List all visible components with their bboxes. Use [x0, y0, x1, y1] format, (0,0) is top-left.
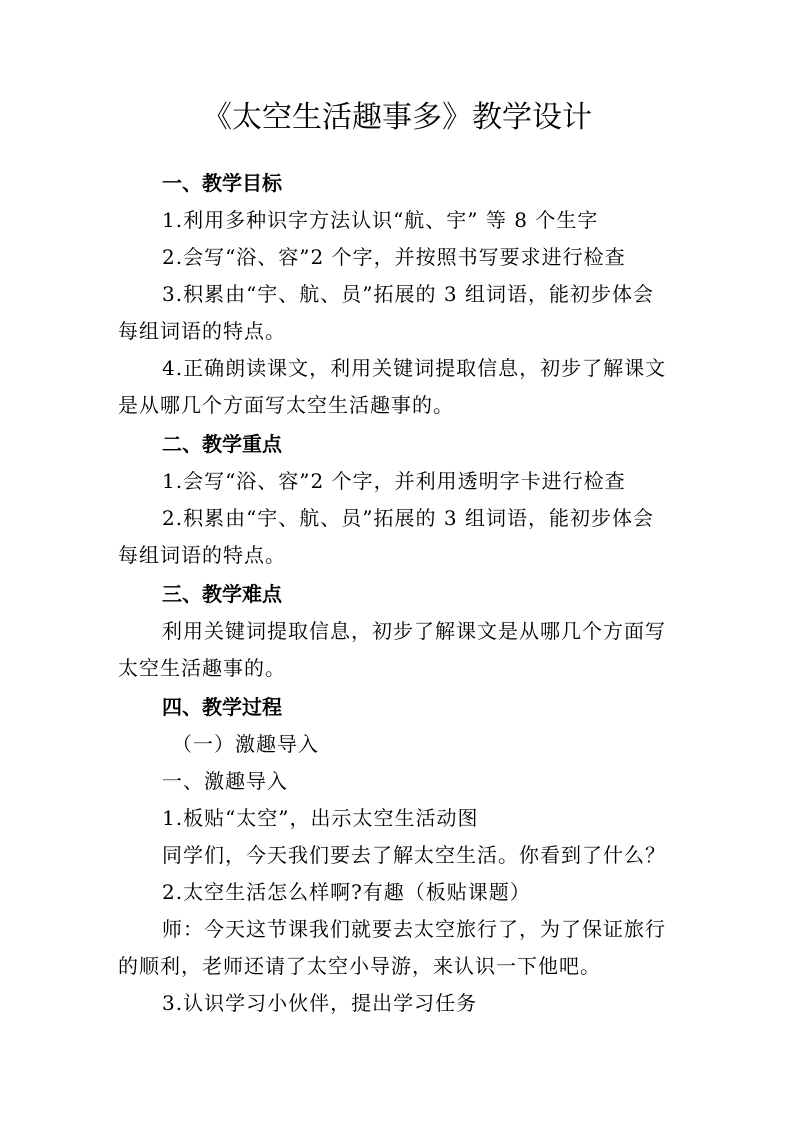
goals-line-3: 3.积累由“宇、航、员”拓展的 3 组词语，能初步体会 — [162, 282, 654, 306]
key-points-line-1: 1.会写“浴、容”2 个字，并利用透明字卡进行检查 — [162, 469, 626, 493]
section-heading-difficulties: 三、教学难点 — [162, 582, 282, 606]
difficulties-line-2: 太空生活趣事的。 — [118, 656, 286, 680]
process-line-2: 一、激趣导入 — [162, 769, 288, 793]
section-heading-key-points: 二、教学重点 — [162, 432, 282, 456]
process-line-1: （一）激趣导入 — [172, 732, 319, 756]
key-points-line-2: 2.积累由“宇、航、员”拓展的 3 组词语，能初步体会 — [162, 506, 654, 530]
goals-line-5: 4.正确朗读课文，利用关键词提取信息，初步了解课文 — [162, 356, 667, 380]
key-points-line-3: 每组词语的特点。 — [118, 543, 286, 567]
process-line-3: 1.板贴“太空”，出示太空生活动图 — [162, 806, 479, 830]
process-line-7: 的顺利，老师还请了太空小导游，来认识一下他吧。 — [118, 954, 601, 978]
goals-line-4: 每组词语的特点。 — [118, 319, 286, 343]
process-line-5: 2.太空生活怎么样啊?有趣（板贴课题） — [162, 880, 531, 904]
section-heading-process: 四、教学过程 — [162, 695, 282, 719]
goals-line-2: 2.会写“浴、容”2 个字，并按照书写要求进行检查 — [162, 245, 626, 269]
goals-line-1: 1.利用多种识字方法认识“航、宇” 等 8 个生字 — [162, 208, 599, 232]
page-title: 《太空生活趣事多》教学设计 — [202, 100, 592, 135]
process-line-8: 3.认识学习小伙伴，提出学习任务 — [162, 991, 478, 1015]
section-heading-goals: 一、教学目标 — [162, 171, 282, 195]
process-line-6: 师：今天这节课我们就要去太空旅行了，为了保证旅行 — [162, 917, 666, 941]
difficulties-line-1: 利用关键词提取信息，初步了解课文是从哪几个方面写 — [162, 619, 666, 643]
process-line-4: 同学们，今天我们要去了解太空生活。你看到了什么？ — [162, 843, 666, 867]
goals-line-6: 是从哪几个方面写太空生活趣事的。 — [118, 393, 454, 417]
